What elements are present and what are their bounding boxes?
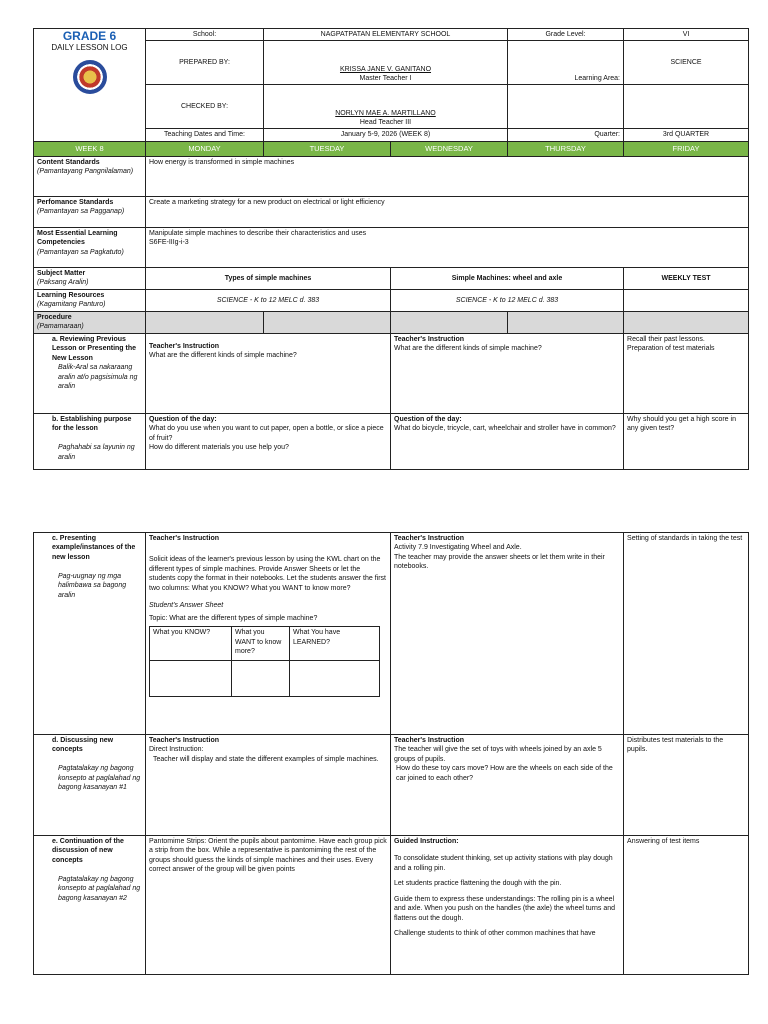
content-sub: (Pamantayang Pangnilalaman) bbox=[37, 168, 134, 176]
content-label: Content Standards bbox=[37, 159, 100, 166]
melc-code: S6FE-IIIg-i-3 bbox=[149, 239, 189, 247]
procedure-b-wednesday: What do bicycle, tricycle, cart, wheelchair and stroller have in common? bbox=[394, 425, 616, 433]
procedure-e-wednesday-4: Challenge students to think of other common machines that have bbox=[394, 930, 596, 938]
procedure-b-monday: What do you use when you want to cut paper, open a bottle, or slice a piece of fruit? bbox=[149, 425, 384, 442]
answer-sheet-topic: Topic: What are the different types of simple machine? bbox=[149, 614, 318, 622]
procedure-e-friday: Answering of test items bbox=[624, 836, 749, 975]
learning-area-label: Learning Area: bbox=[508, 41, 624, 85]
procedure-c-wednesday-head: Teacher's Instruction bbox=[394, 535, 465, 542]
day-tuesday: TUESDAY bbox=[264, 141, 391, 156]
prepared-label: PREPARED BY: bbox=[146, 41, 264, 85]
procedure-a-friday: Recall their past lessons. bbox=[627, 335, 705, 343]
quarter-value: 3rd QUARTER bbox=[624, 129, 749, 141]
school-label: School: bbox=[146, 29, 264, 41]
checked-cell bbox=[264, 85, 508, 129]
lesson-log-page-2 bbox=[33, 532, 748, 975]
procedure-a-monday-head: Teacher's Instruction bbox=[149, 342, 219, 350]
procedure-c-wednesday-2: The teacher may provide the answer sheets or let them write in their notebooks. bbox=[394, 553, 605, 571]
checked-name: NORLYN MAE A. MARTILLANO bbox=[335, 109, 436, 117]
day-thursday: THURSDAY bbox=[508, 141, 624, 156]
procedure-d-monday-head: Teacher's Instruction bbox=[149, 737, 219, 744]
procedure-c-sub: Pag-uugnay ng mga halimbawa sa bagong aralin bbox=[58, 572, 127, 599]
subject-friday: WEEKLY TEST bbox=[624, 268, 749, 290]
prepared-cell bbox=[264, 41, 508, 85]
procedure-c-wednesday: Activity 7.9 Investigating Wheel and Axle. bbox=[394, 544, 522, 552]
procedure-b-label: Establishing purpose for the lesson bbox=[52, 415, 132, 433]
procedure-b-monday-head: Question of the day: bbox=[149, 415, 217, 423]
procedure-c-label: Presenting example/instances of the new lesson bbox=[52, 535, 136, 561]
quarter-label: Quarter: bbox=[508, 129, 624, 141]
procedure-d-monday-2: Teacher will display and state the different examples of simple machines. bbox=[153, 755, 379, 763]
procedure-b-row: b. Establishing purpose for the lesson Paghahabi sa layunin ng aralin Question of the day: What do you use when you want to cut paper, open a bottle, or slice a piece of fruit? How do different materials you use help you? Question of the day: What do bicycle, tricycle, cart, wheelchair and stroller have in common? Why should you get a high score in any given test? bbox=[34, 413, 749, 469]
subject-wednesday: Simple Machines: wheel and axle bbox=[391, 268, 624, 290]
kwl-know-header: What you KNOW? bbox=[150, 627, 232, 661]
grade-title: GRADE 6 bbox=[62, 29, 117, 43]
dates-label: Teaching Dates and Time: bbox=[146, 129, 264, 141]
procedure-d-label: Discussing new concepts bbox=[52, 737, 114, 754]
procedure-b-friday: Why should you get a high score in any given test? bbox=[624, 413, 749, 469]
school-name: NAGPATPATAN ELEMENTARY SCHOOL bbox=[264, 29, 508, 41]
procedure-a-wednesday: What are the different kinds of simple machine? bbox=[394, 345, 542, 353]
grade-level-label: Grade Level: bbox=[508, 29, 624, 41]
performance-row bbox=[34, 197, 749, 228]
log-title: DAILY LESSON LOG bbox=[51, 43, 128, 53]
resources-row bbox=[34, 290, 749, 312]
procedure-b-wednesday-head: Question of the day: bbox=[394, 415, 462, 423]
procedure-e-wednesday: To consolidate student thinking, set up activity stations with play dough and a rolling pin. bbox=[394, 855, 613, 872]
procedure-d-row: d. Discussing new concepts Pagtatalakay ng bagong konsepto at paglalahad ng bagong kasanayan #1 Teacher's Instruction Direct Instruction: Teacher will display and state the different examples of simple machines. Teacher's Instruction The teacher will give the set of toys with wheels joined by an axle 5 groups of pupils. How do these toy cars move? How are the wheels on each side of the car joined to each other? Distributes test materials to the pupils. bbox=[34, 735, 749, 836]
learning-area-value: SCIENCE bbox=[624, 41, 749, 85]
procedure-c-monday-head: Teacher's Instruction bbox=[149, 535, 219, 542]
kwl-want-cell bbox=[232, 661, 290, 697]
deped-seal-icon bbox=[73, 60, 107, 94]
procedure-a-row: a. Reviewing Previous Lesson or Presenting the New Lesson Balik-Aral sa nakaraang aralin at/o pagsisimula ng aralin Teacher's Instruction What are the different kinds of simple machine? Teacher's Instruction What are the different kinds of simple machine? Recall their past lessons. Preparation of test materials bbox=[34, 333, 749, 413]
resources-label: Learning Resources bbox=[37, 292, 105, 299]
procedure-d-monday: Direct Instruction: bbox=[149, 746, 204, 754]
resources-sub: (Kagamitang Panturo) bbox=[37, 301, 106, 309]
procedure-row bbox=[34, 311, 749, 333]
procedure-a-monday: What are the different kinds of simple machine? bbox=[149, 352, 297, 360]
procedure-e-wednesday-2: Let students practice flattening the dough with the pin. bbox=[394, 880, 562, 888]
procedure-c-monday: Solicit ideas of the learner's previous lesson by using the KWL chart on the different types of simple machines. Provide Answer Sheets or let the students copy the format in their notebooks. Let the students answer the first two columns: What you KNOW? What you WANT to know more? bbox=[149, 556, 386, 592]
procedure-d-friday: Distributes test materials to the pupils. bbox=[624, 735, 749, 836]
subject-row bbox=[34, 268, 749, 290]
procedure-a-label: Reviewing Previous Lesson or Presenting the New Lesson bbox=[52, 335, 137, 362]
procedure-e-wednesday-3: Guide them to express these understandings: The rolling pin is a wheel and axle. When you push on the handles (the axle) the wheel turns and flattens out the dough. bbox=[394, 895, 616, 922]
procedure-c-row: c. Presenting example/instances of the new lesson Pag-uugnay ng mga halimbawa sa bagong aralin Teacher's Instruction Solicit ideas of the learner's previous lesson by using the KWL chart on the different types of simple machines. Provide Answer Sheets or let the students copy the format in their notebooks. Let the students answer the first two columns: What you KNOW? What you WANT to know more? Student's Answer Sheet Topic: What are the different types of simple machine? What you KNOW? What you WANT to know more? What You have LEARNED? Teacher's Instruction Activity 7.9 Investigating Wheel and Axle. The teacher may provide the answer sheets or let them write in their notebooks. Setting of standards in taking the test bbox=[34, 533, 749, 735]
procedure-e-label: Continuation of the discussion of new concepts bbox=[52, 838, 124, 864]
resources-monday: SCIENCE - K to 12 MELC d. 383 bbox=[146, 290, 391, 312]
day-friday: FRIDAY bbox=[624, 141, 749, 156]
resources-wednesday: SCIENCE - K to 12 MELC d. 383 bbox=[391, 290, 624, 312]
prepared-title: Master Teacher I bbox=[359, 75, 412, 82]
melc-row bbox=[34, 228, 749, 268]
procedure-d-wednesday-head: Teacher's Instruction bbox=[394, 737, 465, 744]
procedure-c-friday: Setting of standards in taking the test bbox=[624, 533, 749, 735]
melc-label: Most Essential Learning Competencies bbox=[37, 230, 118, 247]
kwl-chart bbox=[149, 626, 380, 697]
dates-value: January 5-9, 2026 (WEEK 8) bbox=[264, 129, 508, 141]
kwl-know-cell bbox=[150, 661, 232, 697]
kwl-learned-header: What You have LEARNED? bbox=[290, 627, 380, 661]
day-wednesday: WEDNESDAY bbox=[391, 141, 508, 156]
procedure-d-wednesday-2: How do these toy cars move? How are the wheels on each side of the car joined to each other? bbox=[396, 765, 613, 782]
subject-monday: Types of simple machines bbox=[146, 268, 391, 290]
checked-title: Head Teacher III bbox=[359, 119, 412, 126]
procedure-sub: (Pamamaraan) bbox=[37, 323, 84, 331]
subject-label: Subject Matter bbox=[37, 270, 86, 277]
checked-label: CHECKED BY: bbox=[146, 85, 264, 129]
procedure-e-monday: Pantomime Strips: Orient the pupils about pantomime. Have each group pick a strip from the box. While a representative is pantomiming the rest of the groups should guess the kinds of simple machines and their uses. Every correct answer of the group will be given points bbox=[146, 836, 391, 975]
procedure-d-wednesday: The teacher will give the set of toys with wheels joined by an axle 5 groups of pupils. bbox=[394, 746, 602, 763]
procedure-d-sub: Pagtatalakay ng bagong konsepto at paglalahad ng bagong kasanayan #1 bbox=[58, 765, 141, 792]
procedure-a-friday-2: Preparation of test materials bbox=[627, 345, 715, 353]
performance-label: Perfomance Standards bbox=[37, 199, 114, 206]
performance-text: Create a marketing strategy for a new product on electrical or light efficiency bbox=[146, 197, 749, 228]
procedure-b-sub: Paghahabi sa layunin ng aralin bbox=[58, 444, 135, 461]
kwl-want-header: What you WANT to know more? bbox=[232, 627, 290, 661]
procedure-e-sub: Pagtatalakay ng bagong konsepto at paglalahad ng bagong kasanayan #2 bbox=[58, 875, 141, 902]
grade-level-value: VI bbox=[624, 29, 749, 41]
subject-sub: (Paksang Aralin) bbox=[37, 279, 89, 287]
procedure-e-wednesday-head: Guided Instruction: bbox=[394, 838, 459, 845]
answer-sheet-title: Student's Answer Sheet bbox=[149, 602, 224, 610]
procedure-b-monday-2: How do different materials you use help you? bbox=[149, 444, 289, 452]
procedure-a-wednesday-head: Teacher's Instruction bbox=[394, 335, 464, 343]
content-text: How energy is transformed in simple machines bbox=[146, 157, 749, 197]
melc-sub: (Pamantayan sa Pagkatuto) bbox=[37, 248, 124, 256]
performance-sub: (Pamantayan sa Pagganap) bbox=[37, 208, 125, 216]
melc-text: Manipulate simple machines to describe their characteristics and uses bbox=[149, 230, 367, 237]
prepared-name: KRISSA JANE V. GANITANO bbox=[339, 65, 432, 73]
days-row bbox=[34, 141, 749, 156]
day-monday: MONDAY bbox=[146, 141, 264, 156]
content-standards-row bbox=[34, 157, 749, 197]
grade-header-cell bbox=[34, 29, 146, 142]
procedure-a-sub: Balik-Aral sa nakaraang aralin at/o pagsisimula ng aralin bbox=[58, 364, 138, 390]
lesson-log-page-1 bbox=[33, 28, 748, 470]
day-week: WEEK 8 bbox=[34, 141, 146, 156]
procedure-e-row: e. Continuation of the discussion of new concepts Pagtatalakay ng bagong konsepto at paglalahad ng bagong kasanayan #2 Pantomime Strips: Orient the pupils about pantomime. Have each group pick a strip from the box. While a representative is pantomiming the rest of the groups should guess the kinds of simple machines and their uses. Every correct answer of the group will be given points Guided Instruction: To consolidate student thinking, set up activity stations with play dough and a rolling pin. Let students practice flattening the dough with the pin. Guide them to express these understandings: The rolling pin is a wheel and axle. When you push on the handles (the axle) the wheel turns and flattens out the dough. Challenge students to think of other common machines that have Answering of test items bbox=[34, 836, 749, 975]
kwl-learned-cell bbox=[290, 661, 380, 697]
procedure-label: Procedure bbox=[37, 313, 72, 321]
